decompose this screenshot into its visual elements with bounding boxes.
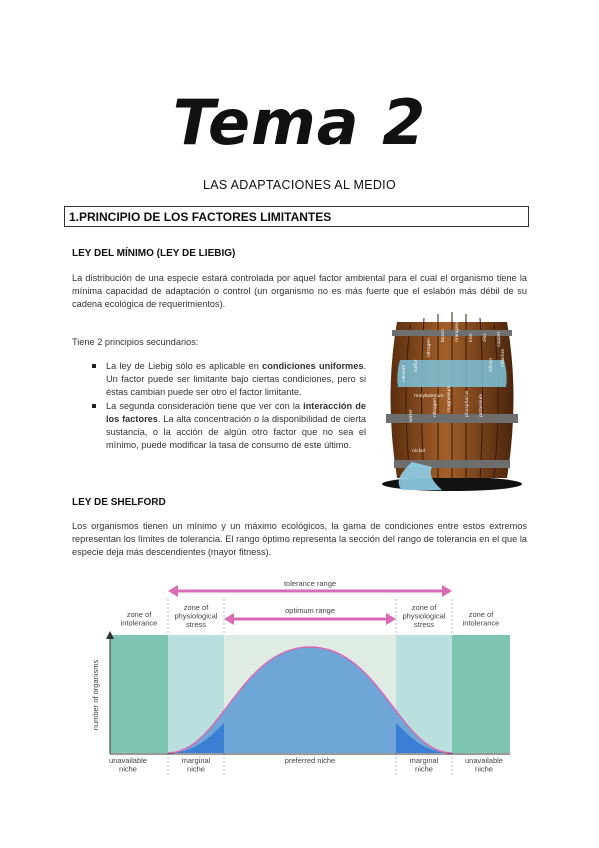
label-line: unavailable [109,756,147,765]
barrel-label: boron [441,329,446,342]
y-axis-label: number of organisms [91,659,100,731]
barrel-label: nickel [412,449,426,454]
barrel-label: manganese [455,315,460,342]
niche-label [182,756,211,774]
zone-label [463,610,500,628]
barrel-label: nitrogen [427,338,432,357]
tolerance-chart [70,577,530,782]
list-item: La ley de Liebig sólo es aplicable en condiciones uniformes. Un factor puede ser limitante bajo ciertas condiciones, pero si éstas cambian puede ser otro el factor limitante. [90,360,366,399]
label-line: stress [413,620,435,629]
barrel-label: calcium [402,364,407,382]
barrel-label: potassium [479,393,484,417]
label-line: zone of [468,610,494,619]
label-line: marginal [409,756,439,765]
niche-label [285,756,335,765]
shelford-heading: LEY DE SHELFORD [72,497,166,508]
label-line: unavailable [465,756,503,765]
page-subtitle: LAS ADAPTACIONES AL MEDIO [203,178,396,192]
liebig-paragraph: La distribución de una especie estará controlada por aquel factor ambiental para el cual el organismo tiene la mínima capacidad de adaptación o control (un organismo no es más fuerte que el eslabón más débil de su cadena ecológica de requerimientos). [72,273,527,309]
niche-label [465,756,503,774]
zone-label [403,603,446,629]
zone-intolerance-right [452,635,510,753]
label-line: preferred niche [284,756,336,765]
shelford-paragraph: Los organismos tienen un mínimo y un máximo ecológicos, la gama de condiciones entre estos extremos representan los límites de tolerancia. El rango óptimo representa la sección del rango de tolerancia en el que la especie deja más descendientes (mayor fitness). [72,521,527,557]
label-line: intolerance [120,618,158,628]
barrel-label: phosphorus [465,390,470,417]
principles-list [90,360,366,453]
zone-label [121,610,158,628]
barrel-label: silicon [489,357,494,372]
label-line: zone of [411,603,437,612]
zone-label [175,603,218,629]
label-line: physiological [174,611,218,621]
label-line: niche [415,764,433,774]
liebig-principles-intro: Tiene 2 principios secundarios: [72,337,199,347]
label-line: intolerance [462,618,500,628]
optimum-range-label: optimum range [284,606,336,615]
liebig-barrel-image [372,302,532,492]
label-line: niche [187,764,205,774]
tolerance-range-label: tolerance range [283,579,337,588]
barrel-label: magnesium [447,385,452,412]
barrel-label: nitrogen [433,398,438,417]
barrel-label: zinc [483,333,488,342]
label-line: zone of [126,610,152,619]
barrel-label: water [409,409,414,422]
barrel-label: chlorine [501,348,506,367]
barrel-label: sulfur [414,359,419,372]
zone-intolerance-left [110,635,168,753]
page-title: Tema 2 [172,86,427,159]
barrel-label: molybdenum [414,394,444,399]
section-heading: 1.PRINCIPIO DE LOS FACTORES LIMITANTES [64,206,529,227]
label-line: niche [119,764,137,774]
label-line: marginal [181,756,211,765]
label-line: physiological [402,611,446,621]
barrel-label: iron [469,333,474,342]
niche-label [410,756,439,774]
list-item: La segunda consideración tiene que ver con la interacción de los factores. La alta concentración o la disponibilidad de cierta sustancia, o la acción de algún otro factor que no sea el mínimo, puede modificar la tasa de consumo de este último. [90,400,366,452]
barrel-label: copper [497,331,502,347]
label-line: niche [475,764,493,774]
label-line: stress [185,620,207,629]
liebig-heading: LEY DEL MÍNIMO (LEY DE LIEBIG) [72,248,236,259]
niche-label [109,756,147,774]
label-line: zone of [183,603,209,612]
